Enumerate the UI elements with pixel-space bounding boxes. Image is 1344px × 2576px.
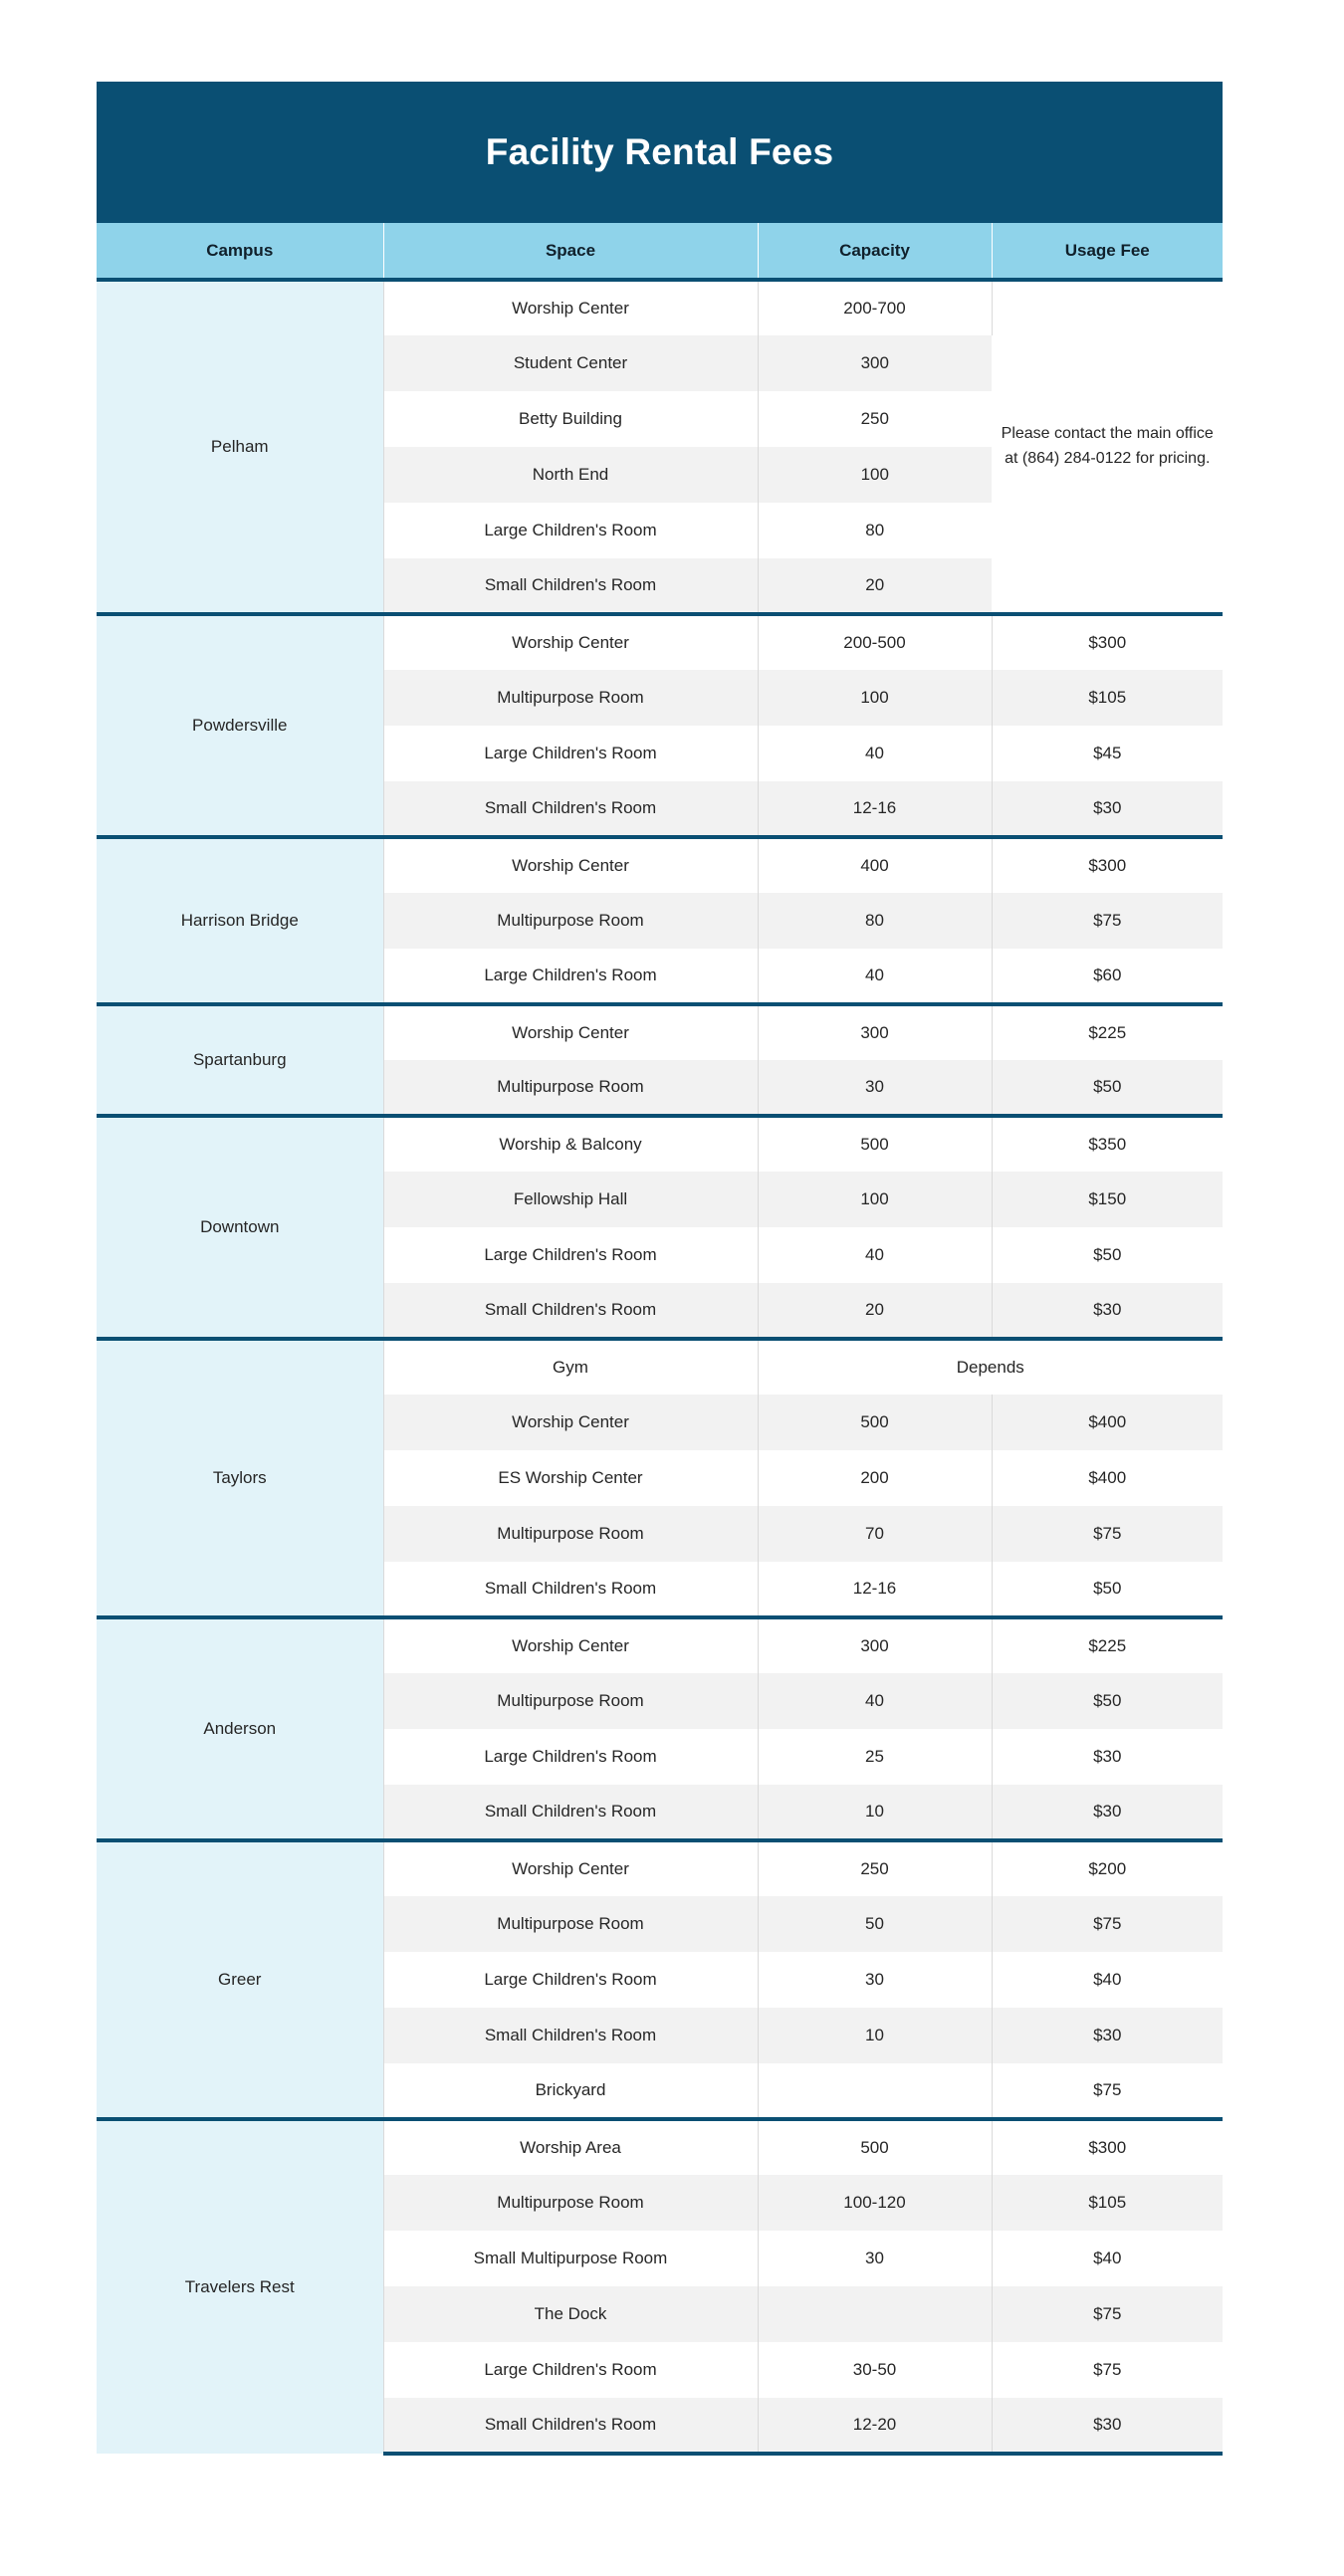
capacity-cell: 100 [758,1172,992,1227]
column-header-capacity: Capacity [758,223,992,280]
column-header-space: Space [383,223,758,280]
space-cell: Small Multipurpose Room [383,2231,758,2286]
space-cell: Worship Center [383,837,758,893]
space-cell: Small Children's Room [383,2008,758,2063]
campus-name-cell: Downtown [97,1116,383,1339]
usage-fee-cell: $400 [992,1395,1223,1450]
capacity-cell: 40 [758,949,992,1004]
campus-name-cell: Harrison Bridge [97,837,383,1004]
usage-fee-cell: $50 [992,1060,1223,1116]
space-cell: Small Children's Room [383,1562,758,1617]
usage-fee-cell: $30 [992,1729,1223,1785]
capacity-cell: 30 [758,1060,992,1116]
space-cell: Gym [383,1339,758,1395]
space-cell: Multipurpose Room [383,1673,758,1729]
space-cell: Worship Center [383,1840,758,1896]
usage-fee-cell: $40 [992,1952,1223,2008]
usage-fee-cell: $30 [992,1785,1223,1840]
page-title: Facility Rental Fees [485,131,834,172]
capacity-cell: 30 [758,1952,992,2008]
capacity-cell: 250 [758,391,992,447]
usage-fee-cell: $75 [992,2063,1223,2119]
space-cell: Small Children's Room [383,2398,758,2454]
usage-fee-note-cell: Please contact the main office at (864) 284-0122 for pricing. [992,280,1223,614]
usage-fee-cell: $75 [992,2286,1223,2342]
table-row [97,1840,1223,1896]
table-row [97,1617,1223,1673]
capacity-cell: 300 [758,1617,992,1673]
capacity-cell: 80 [758,893,992,949]
capacity-cell: 250 [758,1840,992,1896]
capacity-cell: 12-16 [758,781,992,837]
campus-name-cell: Spartanburg [97,1004,383,1116]
space-cell: Small Children's Room [383,781,758,837]
title-banner [97,82,1223,223]
usage-fee-cell: $225 [992,1004,1223,1060]
capacity-cell: 80 [758,503,992,558]
header-row [97,223,1223,280]
space-cell: Large Children's Room [383,726,758,781]
usage-fee-cell: $40 [992,2231,1223,2286]
usage-fee-cell: $75 [992,1506,1223,1562]
capacity-fee-merged-cell: Depends [758,1339,1223,1395]
usage-fee-cell: $105 [992,670,1223,726]
space-cell: Worship Center [383,1004,758,1060]
space-cell: Large Children's Room [383,2342,758,2398]
capacity-cell: 20 [758,558,992,614]
column-header-campus: Campus [97,223,383,280]
campus-name-cell: Anderson [97,1617,383,1840]
fees-sheet [97,82,1223,2456]
space-cell: Multipurpose Room [383,893,758,949]
space-cell: Worship Center [383,1617,758,1673]
space-cell: The Dock [383,2286,758,2342]
capacity-cell: 10 [758,2008,992,2063]
usage-fee-cell: $105 [992,2175,1223,2231]
capacity-cell: 10 [758,1785,992,1840]
usage-fee-cell: $350 [992,1116,1223,1172]
facility-rental-fees-table [97,223,1223,2456]
capacity-cell: 25 [758,1729,992,1785]
space-cell: Multipurpose Room [383,1506,758,1562]
campus-name-cell: Travelers Rest [97,2119,383,2454]
space-cell: Small Children's Room [383,558,758,614]
usage-fee-cell: $400 [992,1450,1223,1506]
usage-fee-cell: $50 [992,1562,1223,1617]
usage-fee-cell: $75 [992,893,1223,949]
table-row [97,1339,1223,1395]
capacity-cell: 40 [758,726,992,781]
space-cell: Fellowship Hall [383,1172,758,1227]
capacity-cell: 500 [758,2119,992,2175]
table-body [97,280,1223,2454]
table-row [97,614,1223,670]
campus-name-cell: Powdersville [97,614,383,837]
usage-fee-cell: $30 [992,2008,1223,2063]
usage-fee-cell: $30 [992,2398,1223,2454]
table-header [97,223,1223,280]
capacity-cell: 12-16 [758,1562,992,1617]
space-cell: Small Children's Room [383,1785,758,1840]
space-cell: Worship & Balcony [383,1116,758,1172]
space-cell: Multipurpose Room [383,2175,758,2231]
usage-fee-cell: $150 [992,1172,1223,1227]
column-header-usage-fee: Usage Fee [992,223,1223,280]
table-row [97,1116,1223,1172]
space-cell: Large Children's Room [383,1952,758,2008]
space-cell: Worship Center [383,280,758,335]
space-cell: Worship Center [383,1395,758,1450]
usage-fee-cell: $225 [992,1617,1223,1673]
capacity-cell: 400 [758,837,992,893]
usage-fee-cell: $60 [992,949,1223,1004]
table-row [97,837,1223,893]
capacity-cell: 50 [758,1896,992,1952]
usage-fee-cell: $30 [992,1283,1223,1339]
capacity-cell: 300 [758,335,992,391]
usage-fee-cell: $45 [992,726,1223,781]
capacity-cell: 300 [758,1004,992,1060]
space-cell: Worship Area [383,2119,758,2175]
usage-fee-cell: $75 [992,1896,1223,1952]
campus-name-cell: Greer [97,1840,383,2119]
capacity-cell: 40 [758,1227,992,1283]
capacity-cell: 20 [758,1283,992,1339]
space-cell: North End [383,447,758,503]
capacity-cell: 70 [758,1506,992,1562]
capacity-cell: 500 [758,1395,992,1450]
capacity-cell: 30-50 [758,2342,992,2398]
capacity-cell: 12-20 [758,2398,992,2454]
campus-name-cell: Taylors [97,1339,383,1617]
usage-fee-cell: $50 [992,1673,1223,1729]
capacity-cell: 30 [758,2231,992,2286]
capacity-cell [758,2286,992,2342]
usage-fee-cell: $50 [992,1227,1223,1283]
table-row [97,2119,1223,2175]
capacity-cell: 500 [758,1116,992,1172]
table-row [97,280,1223,335]
usage-fee-cell: $200 [992,1840,1223,1896]
capacity-cell: 100 [758,670,992,726]
space-cell: Large Children's Room [383,503,758,558]
space-cell: Multipurpose Room [383,1896,758,1952]
usage-fee-cell: $300 [992,614,1223,670]
space-cell: Multipurpose Room [383,1060,758,1116]
capacity-cell: 200-500 [758,614,992,670]
capacity-cell: 200-700 [758,280,992,335]
space-cell: Large Children's Room [383,949,758,1004]
capacity-cell [758,2063,992,2119]
space-cell: Betty Building [383,391,758,447]
usage-fee-cell: $75 [992,2342,1223,2398]
capacity-cell: 100-120 [758,2175,992,2231]
space-cell: Large Children's Room [383,1729,758,1785]
space-cell: Small Children's Room [383,1283,758,1339]
usage-fee-cell: $300 [992,837,1223,893]
space-cell: Multipurpose Room [383,670,758,726]
space-cell: Student Center [383,335,758,391]
capacity-cell: 40 [758,1673,992,1729]
capacity-cell: 200 [758,1450,992,1506]
space-cell: ES Worship Center [383,1450,758,1506]
campus-name-cell: Pelham [97,280,383,614]
usage-fee-cell: $300 [992,2119,1223,2175]
space-cell: Large Children's Room [383,1227,758,1283]
table-row [97,1004,1223,1060]
space-cell: Brickyard [383,2063,758,2119]
usage-fee-cell: $30 [992,781,1223,837]
capacity-cell: 100 [758,447,992,503]
space-cell: Worship Center [383,614,758,670]
